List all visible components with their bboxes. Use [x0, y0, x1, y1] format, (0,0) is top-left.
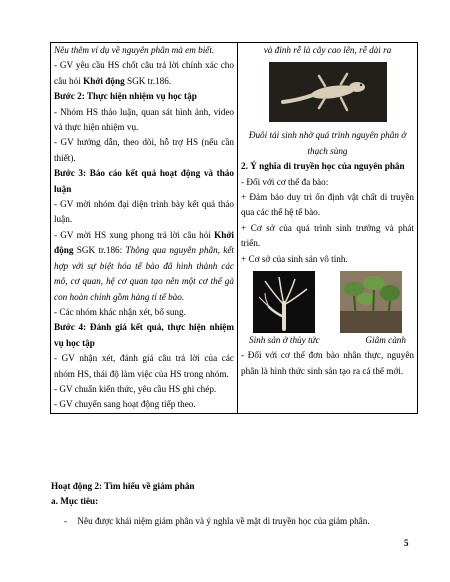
step2-title: Bước 2: Thực hiện nhiệm vụ học tập	[54, 91, 197, 102]
activity2-title: Hoạt động 2: Tìm hiểu về giảm phân	[51, 481, 195, 491]
step3-item: - GV mời nhóm đại diện trình bày kết quả thảo luận.	[54, 199, 234, 225]
student-content-column	[238, 43, 418, 414]
example-question: Nêu thêm ví dụ về nguyên phân mà em biết.	[54, 45, 215, 55]
teacher-activities-column	[51, 43, 238, 414]
unicellular-item: - Đối với cơ thể đơn bào nhân thực, nguyên phân là hình thức sinh sản tạo ra cá thể mới.	[241, 350, 414, 376]
step2-item: - GV hướng dẫn, theo dõi, hỗ trợ HS (nếu cần thiết).	[54, 137, 234, 163]
bullet: -	[64, 516, 68, 526]
multicellular-item: + Đảm bảo duy trì ổn định vật chất di truyền qua các thế hệ tế bào.	[241, 192, 414, 218]
cutting-photo	[340, 271, 402, 333]
objective-title: a. Mục tiêu:	[51, 496, 99, 506]
hydra-photo	[253, 271, 315, 333]
step4-item: - GV nhận xét, đánh giá câu trả lời của các nhóm HS, thái độ làm việc của HS trong nhóm.	[54, 353, 234, 379]
multicellular-item: + Cơ sở của sinh sản vô tính.	[241, 253, 348, 264]
section-title: 2. Ý nghĩa di truyền học của nguyên phân	[241, 161, 405, 172]
multicellular-item: + Cơ sở của quá trình sinh trưởng và phát triển.	[241, 222, 414, 249]
multicellular-title: - Đối với cơ thể đa bào:	[241, 176, 329, 187]
step4-item: - GV chuyển sang hoạt động tiếp theo.	[54, 399, 196, 410]
gecko-photo	[269, 62, 387, 122]
step3-item: - GV mời HS xung phong trả lời câu hỏi Khởi động SGK tr.186: Thông qua nguyên phân, kết hợp với sự biệt hóa tế bào đã hình thành các mô, cơ quan, hệ cơ quan tạo nên một cơ thể gà con hoàn chỉnh gồm hàng tỉ tế bào.	[54, 229, 234, 302]
activity-table	[50, 42, 418, 414]
step4-item: - GV chuẩn kiến thức, yêu cầu HS ghi chép.	[54, 383, 217, 394]
gecko-caption: Đuôi tái sinh nhờ quá trình nguyên phân ở thạch sùng	[248, 130, 407, 156]
step3-item: - Các nhóm khác nhận xét, bổ sung.	[54, 306, 186, 317]
cutting-caption: Giâm cành	[365, 335, 406, 346]
step3-title: Bước 3: Báo cáo kết quả hoạt động và thảo luận	[54, 168, 234, 194]
objective-item: - Nêu được khái niệm giảm phân và ý nghĩa về mặt di truyền học của giảm phân.	[64, 516, 370, 526]
photo-captions	[241, 333, 414, 348]
step2-item: - Nhóm HS thảo luận, quan sát hình ảnh, video và thực hiện nhiệm vụ.	[54, 106, 234, 133]
reproduction-photos	[241, 271, 414, 333]
teacher-request: - GV yêu cầu HS chốt câu trả lời chính xác cho câu hỏi Khởi động SGK tr.186.	[54, 60, 234, 86]
step4-title: Bước 4: Đánh giá kết quả, thực hiện nhiệm vụ học tập	[54, 322, 234, 348]
hydra-caption: Sinh sản ở thủy tức	[249, 335, 320, 346]
page-number: 5	[404, 538, 409, 548]
root-growth-caption: và đỉnh rễ là cây cao lên, rễ dài ra	[263, 45, 392, 55]
